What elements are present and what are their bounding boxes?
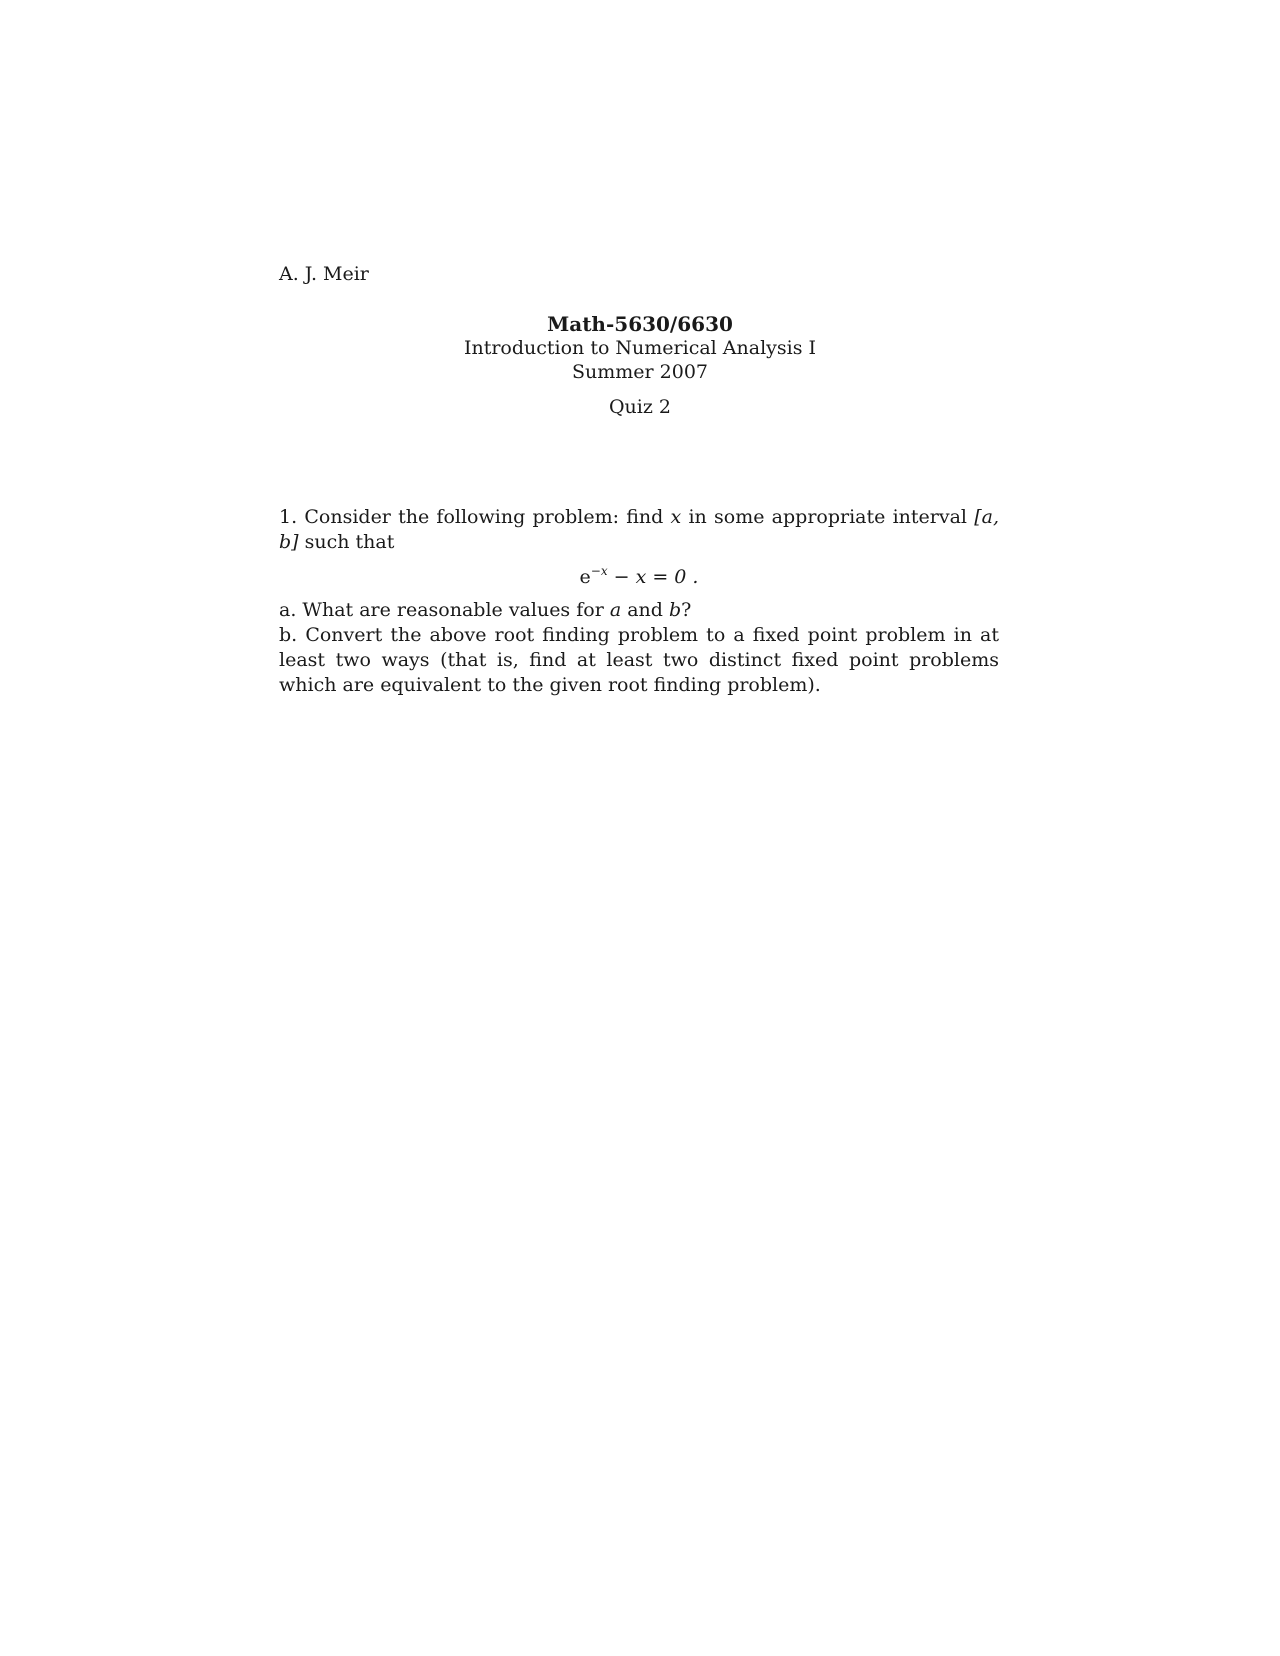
prompt-text-a: Consider the following problem: find	[304, 506, 664, 528]
document-header	[0, 312, 1280, 419]
course-number: Math-5630/6630	[547, 312, 733, 336]
part-a-text-3: ?	[681, 599, 692, 621]
quiz-title: Quiz 2	[608, 396, 672, 418]
variable-b: b	[668, 599, 682, 621]
part-a	[279, 598, 999, 623]
variable-a: a	[609, 599, 622, 621]
author-name: A. J. Meir	[279, 263, 369, 285]
course-title: Introduction to Numerical Analysis I	[463, 337, 817, 359]
term: Summer 2007	[571, 361, 708, 383]
equation	[279, 559, 999, 590]
prompt-text-b: in some appropriate interval	[688, 506, 968, 528]
variable-x: x	[670, 506, 682, 528]
question-1	[279, 505, 999, 698]
part-b	[279, 623, 999, 698]
question-number: 1.	[279, 506, 298, 528]
part-b-label: b.	[279, 624, 298, 646]
equation-rest: − x = 0 .	[607, 566, 699, 588]
equation-base: e	[579, 566, 591, 588]
part-a-text-1: What are reasonable values for	[302, 599, 604, 621]
interval: [a, b]	[279, 506, 1000, 553]
question-1-prompt	[279, 505, 999, 555]
part-a-label: a.	[279, 599, 297, 621]
part-a-text-2: and	[627, 599, 663, 621]
equation-exponent: −x	[590, 564, 608, 578]
prompt-text-c: such that	[304, 531, 395, 553]
part-b-text: Convert the above root finding problem to a fixed point problem in at least two ways (that is, find at least two distinct fixed point problems which are equivalent to the given root finding problem).	[279, 624, 999, 696]
